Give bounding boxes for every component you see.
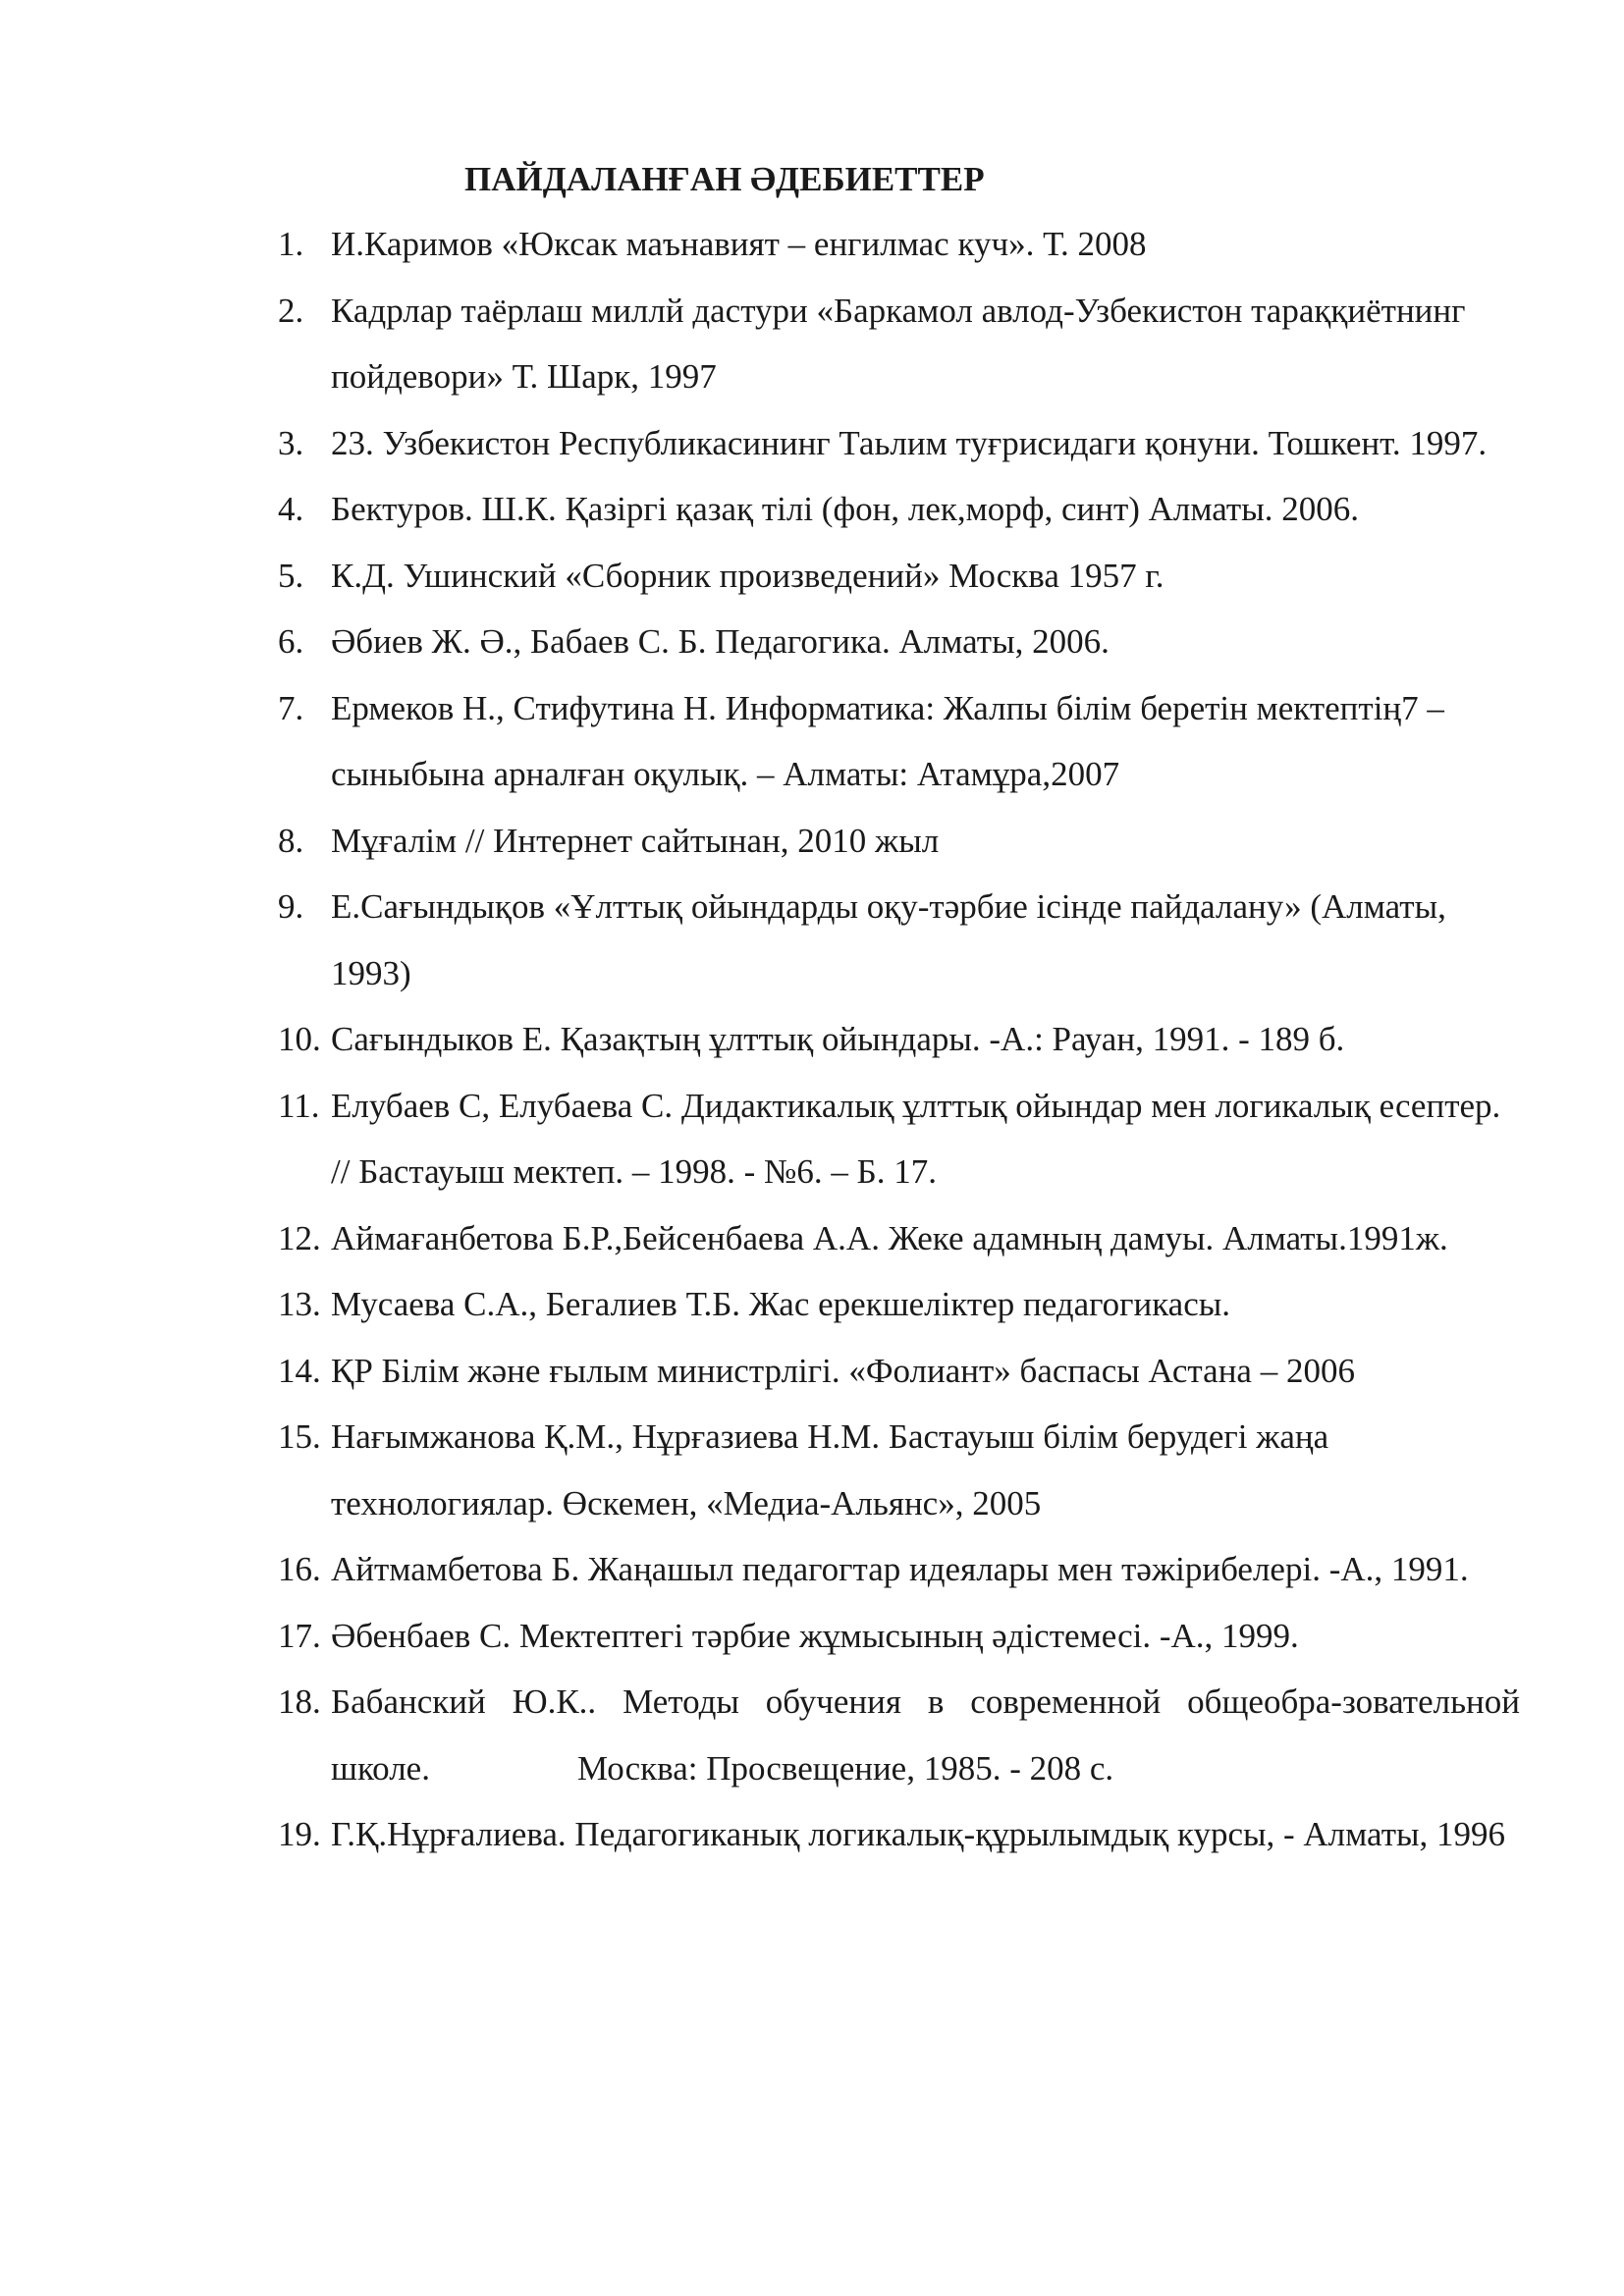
list-item bbox=[278, 410, 1520, 477]
list-item-number: 7. bbox=[278, 688, 304, 727]
list-item-number: 9. bbox=[278, 887, 304, 926]
list-item-text: Г.Қ.Нұрғалиева. Педагогиканық логикалық-құрылымдық курсы, - Алматы, 1996 bbox=[331, 1815, 1505, 1853]
list-item-number: 15. bbox=[278, 1417, 321, 1456]
list-item-number: 14. bbox=[278, 1351, 321, 1390]
list-item-number: 5. bbox=[278, 556, 304, 595]
list-item-number: 19. bbox=[278, 1815, 321, 1853]
list-item-text-part: Москва: Просвещение, 1985. - 208 с. bbox=[576, 1748, 1114, 1788]
list-item-number: 13. bbox=[278, 1285, 321, 1323]
list-item-number: 4. bbox=[278, 490, 304, 528]
list-item bbox=[278, 1404, 1520, 1536]
list-item bbox=[278, 1073, 1520, 1205]
list-item-number: 16. bbox=[278, 1550, 321, 1588]
list-item bbox=[278, 609, 1520, 675]
list-item bbox=[278, 211, 1520, 278]
list-item bbox=[278, 1536, 1520, 1603]
list-item-number: 8. bbox=[278, 821, 304, 860]
list-item-text: Кадрлар таёрлаш миллй дастури «Баркамол авлод-Узбекистон тараққиётнинг пойдевори» Т. Шарк, 1997 bbox=[331, 291, 1466, 396]
list-item bbox=[278, 874, 1520, 1006]
list-item-text: Нағымжанова Қ.М., Нұрғазиева Н.М. Бастауыш білім берудегі жаңа технологиялар. Өскемен, «Медиа-Альянс», 2005 bbox=[331, 1417, 1329, 1522]
list-item bbox=[278, 476, 1520, 543]
list-item-text: Е.Сағындықов «Ұлттық ойындарды оқу-тәрбие ісінде пайдалану» (Алматы, 1993) bbox=[331, 887, 1446, 992]
list-item-text: Ермеков Н., Стифутина Н. Информатика: Жалпы білім беретін мектептің7 – сыныбына арналған оқулық. – Алматы: Атамұра,2007 bbox=[331, 688, 1444, 793]
list-item bbox=[278, 543, 1520, 610]
list-item-text bbox=[331, 1669, 1520, 1801]
list-item-text: И.Каримов «Юксак маънавият – енгилмас куч». Т. 2008 bbox=[331, 225, 1147, 263]
list-item-text-part: Бабанский Ю.К.. Методы обучения в современной общеобра-зовательной школе. bbox=[331, 1682, 1520, 1788]
list-item-text: К.Д. Ушинский «Сборник произведений» Москва 1957 г. bbox=[331, 556, 1164, 595]
list-item-text: Аймағанбетова Б.Р.,Бейсенбаева А.А. Жеке адамның дамуы. Алматы.1991ж. bbox=[331, 1218, 1448, 1257]
list-item-text: Әбиев Ж. Ә., Бабаев С. Б. Педагогика. Алматы, 2006. bbox=[331, 622, 1110, 661]
list-item-number: 1. bbox=[278, 225, 304, 263]
list-item bbox=[278, 1801, 1520, 1868]
list-item bbox=[278, 1669, 1520, 1801]
list-item bbox=[278, 1338, 1520, 1405]
list-item bbox=[278, 278, 1520, 410]
list-item bbox=[278, 1006, 1520, 1073]
list-item-text: Мусаева С.А., Бегалиев Т.Б. Жас ерекшеліктер педагогикасы. bbox=[331, 1285, 1231, 1323]
list-item-text: Мұғалім // Интернет сайтынан, 2010 жыл bbox=[331, 821, 940, 860]
list-item-number: 3. bbox=[278, 423, 304, 462]
page-title: ПАЙДАЛАНҒАН ӘДЕБИЕТТЕР bbox=[464, 160, 985, 198]
list-item-number: 18. bbox=[278, 1682, 321, 1721]
list-item bbox=[278, 675, 1520, 808]
list-item bbox=[278, 1603, 1520, 1670]
list-item-text: Әбенбаев С. Мектептегі тәрбие жұмысының әдістемесі. -А., 1999. bbox=[331, 1616, 1299, 1655]
list-item-number: 12. bbox=[278, 1218, 321, 1257]
list-item bbox=[278, 1205, 1520, 1272]
list-item-text: Айтмамбетова Б. Жаңашыл педагогтар идеялары мен тәжірибелері. -А., 1991. bbox=[331, 1550, 1469, 1588]
list-item-number: 2. bbox=[278, 291, 304, 330]
list-item-text: Елубаев С, Елубаева С. Дидактикалық ұлттық ойындар мен логикалық есептер. // Бастауыш мектеп. – 1998. - №6. – Б. 17. bbox=[331, 1086, 1501, 1191]
reference-list bbox=[278, 211, 1520, 1868]
list-item-text: Бектуров. Ш.К. Қазіргі қазақ тілі (фон, лек,морф, синт) Алматы. 2006. bbox=[331, 490, 1359, 528]
list-item-text: Сағындыков Е. Қазақтың ұлттық ойындары. -А.: Рауан, 1991. - 189 б. bbox=[331, 1020, 1345, 1058]
list-item-number: 6. bbox=[278, 622, 304, 661]
list-item-number: 11. bbox=[278, 1086, 320, 1125]
list-item bbox=[278, 808, 1520, 875]
list-item-number: 10. bbox=[278, 1020, 321, 1058]
list-item bbox=[278, 1271, 1520, 1338]
list-item-text: ҚР Білім және ғылым министрлігі. «Фолиант» баспасы Астана – 2006 bbox=[331, 1351, 1355, 1390]
list-item-text: 23. Узбекистон Республикасининг Таьлим туғрисидаги қонуни. Тошкент. 1997. bbox=[331, 423, 1488, 462]
list-item-number: 17. bbox=[278, 1616, 321, 1655]
